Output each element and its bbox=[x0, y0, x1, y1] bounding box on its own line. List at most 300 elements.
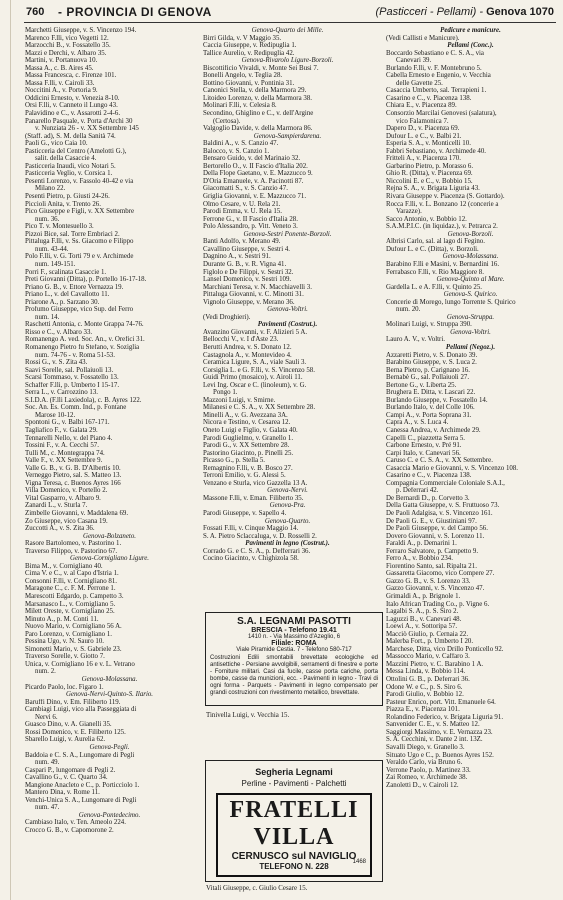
directory-entry: Olmo Cesare, v. U. Rela 21. bbox=[203, 200, 281, 208]
directory-entry: Pasticceria del Centro (Amelotti G.), bbox=[25, 147, 127, 155]
directory-entry: Priano G. B., v. Ettore Vernazza 19. bbox=[25, 283, 124, 291]
directory-entry: Dufour L. e C. (Ditta), v. Borzoli. bbox=[386, 245, 479, 253]
directory-entry: Sbarello Luigi, v. Aurelia 62. bbox=[25, 736, 106, 744]
section-heading: Pellami (Negoz.). bbox=[445, 343, 496, 351]
directory-entry: Grimaldi A., p. Brignole 1. bbox=[386, 593, 461, 601]
section-heading: Genova-Rivarolo Ligure-Borzoli. bbox=[241, 57, 334, 65]
directory-entry: Consorzio Marcilai Genovesi (salatura), bbox=[386, 110, 497, 118]
directory-entry: Dufour L. e C., v. Balbi 21. bbox=[386, 132, 462, 140]
section-heading: Genova-Molassana. bbox=[81, 676, 138, 684]
directory-entry: Pesenti Pietro, p. Giusti 24-26. bbox=[25, 193, 110, 201]
directory-entry: Scarsi Tommaso, v. Fossatello 13. bbox=[25, 374, 119, 382]
directory-entry: Tossini F., v. A. Cecchi 57. bbox=[25, 442, 99, 450]
directory-entry: Guasco Dino, v. A. Gianelli 35. bbox=[25, 721, 112, 729]
directory-entry: Capelli C., piazzetta Serra 5. bbox=[386, 434, 466, 442]
directory-entry: Piccioli Anita, v. Trento 26. bbox=[25, 200, 101, 208]
directory-entry: Oddicini Ernesto, v. Venezia 8-10. bbox=[25, 94, 120, 102]
advertisement-fratelli-villa bbox=[205, 760, 383, 882]
directory-entry: Parodi G., v. XX Settembre 28. bbox=[203, 442, 290, 450]
directory-entry: Levi Ing. Oscar e C. (linoleum), v. G. bbox=[203, 381, 307, 389]
directory-entry: Parodi Emma, v. U. Rela 15. bbox=[203, 208, 282, 216]
directory-entry: Gardella L. e A. F.lli, v. Quinto 25. bbox=[386, 283, 483, 291]
directory-entry: Pasteur Enrico, port. Vitt. Emanuele 64. bbox=[386, 698, 496, 706]
directory-entry: De Paoli Adalgisa, v. S. Vincenzo 161. bbox=[386, 510, 493, 517]
directory-entry: Massa F.lli, v. Cairoli 33. bbox=[25, 79, 95, 87]
directory-entry: Pittaluga F.lli, v. Ss. Giacomo e Filippo bbox=[25, 238, 134, 246]
directory-entry: Parodi Guglielmo, v. Granello 1. bbox=[203, 434, 294, 442]
directory-entry: Ceramica Ligure, S. A., viale Sauli 3. bbox=[203, 359, 307, 367]
running-head: (Pasticceri - Pellami) - Genova 1070 bbox=[375, 6, 554, 18]
directory-entry: num. 43-44. bbox=[35, 245, 69, 253]
directory-entry: Simonetti Mario, v. S. Gabriele 23. bbox=[25, 645, 122, 653]
directory-entry: Pasticceria Inaudi, vico Notari 5. bbox=[25, 162, 116, 170]
directory-entry: Berutti Andrea, v. S. Donato 12. bbox=[203, 343, 292, 351]
directory-entry: Ferrabasco F.lli, v. Rio Maggiore 8. bbox=[386, 268, 484, 276]
directory-entry: Romanengo Pietro fu Stefano, v. Soziglia bbox=[25, 343, 140, 351]
directory-entry: Risso e C., v. Albaro 33. bbox=[25, 328, 93, 336]
directory-entry: S. A. Cecchini, v. Dante 2 int. 13Z. bbox=[386, 736, 483, 744]
page-number: 760 bbox=[26, 6, 45, 18]
directory-entry: Azzaretti Pietro, v. S. Donato 39. bbox=[386, 351, 478, 359]
directory-entry: (Staff. ad), S. M. della Sanità 74. bbox=[25, 132, 116, 140]
directory-entry: Paro Lorenzo, v. Cornigliano 1. bbox=[25, 630, 113, 638]
directory-entry: Bertone G., v. Liberta 25. bbox=[386, 381, 457, 389]
directory-entry: Baldini A., v. S. Canzio 47. bbox=[203, 140, 279, 148]
directory-entry: Tennarelli Nello, v. del Piano 4. bbox=[25, 434, 113, 442]
directory-entry: Bima M., v. Cornigliano 40. bbox=[25, 562, 103, 570]
directory-entry: Rolandino Federico, v. Brigata Liguria 91. bbox=[386, 713, 504, 721]
column-1 bbox=[25, 27, 188, 893]
directory-entry: Mazzoni Luigi, v. Smirne. bbox=[203, 396, 276, 404]
directory-entry: Boccardo Sebastiano e C. S. A., via bbox=[386, 49, 484, 57]
directory-entry: Bertorello O., v. II Fascio d'Italia 202. bbox=[203, 162, 308, 170]
directory-entry: Savalli Diego, v. Granello 3. bbox=[386, 743, 465, 751]
directory-entry: Marchiani Teresa, v. N. Macchiavelli 3. bbox=[203, 283, 312, 291]
directory-entry: p. Deferrari 42. bbox=[396, 487, 439, 495]
directory-entry: De Paoli G. E., v. Giustiniani 97. bbox=[386, 517, 477, 525]
section-heading: Genova-Struppa. bbox=[446, 313, 495, 321]
section-heading: Pavimenti (Costrut.). bbox=[257, 321, 318, 329]
directory-entry: Carpi Italo, v. Canevari 56. bbox=[386, 449, 461, 457]
directory-entry: Barabino F.lli e Masini, v. Bernardini 16. bbox=[386, 260, 500, 268]
directory-entry: Giacomatti S., v. S. Canzio 47. bbox=[203, 185, 288, 193]
directory-entry: Milano 22. bbox=[35, 185, 66, 193]
directory-entry: Pico Giuseppe e Figli, v. XX Settembre bbox=[25, 208, 135, 216]
directory-entry: Ferrone G., v. II Fascio d'Italia 28. bbox=[203, 215, 298, 223]
directory-entry: Cambiaso Italo, v. Ten. Ameolo 224. bbox=[25, 819, 126, 827]
directory-entry: Capra A., v. S. Luca 4. bbox=[386, 419, 449, 427]
directory-entry: Romanengo A. ved. Soc. An., v. Orefici 31. bbox=[25, 336, 145, 344]
directory-entry: Cavallino G., v. C. Quarto 34. bbox=[25, 774, 108, 782]
directory-entry: Bottino Giovanni, v. Pontinia 31. bbox=[203, 79, 295, 87]
directory-entry: Valgoglio Davide, v. della Marmora 86. bbox=[203, 125, 313, 133]
directory-entry: Mantero Dina, v. Rome 11. bbox=[25, 789, 100, 797]
directory-entry: Avanzino Giovanni, v. F. Alizieri 5 A. bbox=[203, 328, 308, 336]
directory-entry: Profumo Giuseppe, vico Sup. del Ferro bbox=[25, 306, 134, 314]
directory-entry: Vignolo Giuseppe, v. Merano 36. bbox=[203, 298, 295, 306]
ad-villa-phone: TELEFONO N. 228 bbox=[259, 862, 329, 871]
directory-entry: num. 149-151. bbox=[35, 260, 76, 268]
directory-entry: Casarino e C., v. Piacenza 138. bbox=[386, 94, 472, 102]
directory-entry: Figlolo e De Filippi, v. Sestri 32. bbox=[203, 268, 294, 276]
directory-entry: Balocco, v. S. Canzio 1. bbox=[203, 147, 270, 155]
directory-entry: num. 2. bbox=[35, 668, 56, 676]
directory-entry: Fabbri Sebastiano, v. Archimede 40. bbox=[386, 147, 487, 155]
directory-entry: Schaffer F.lli, p. Umberto I 15-17. bbox=[25, 381, 120, 389]
directory-entry: Ferro A., v. Bobbio 234. bbox=[386, 555, 453, 563]
directory-entry: D'Oria Emanuele, v. A. Pacinotti 87. bbox=[203, 177, 304, 185]
ad-body-text: Costruzioni Edili smontabili brevettate ecologiche ed antisettiche - Persiane avvolgibili, serramenti di finestre e porte - Forniture militari. Casi da fucile, casse porta cariche, porta bombe, casse da munizioni, ecc. - Pavimenti in legno - Travi di ogni forma - Parquets - Pavimenti in legno compensato per grandi costruzioni con rivestimento metallico, brevettate. bbox=[210, 655, 378, 696]
ad-villa-line1: Segheria Legnami bbox=[255, 767, 333, 777]
directory-entry: Villa Domenico, v. Portello 2. bbox=[25, 487, 108, 495]
directory-entry: Valle F., v. XX Settembre 9. bbox=[25, 457, 103, 465]
directory-entry: S.A.M.P.I.C. (in liquidaz.), v. Petrarca 2. bbox=[386, 223, 498, 231]
directory-entry: Venchi-Unica S. A., Lungomare di Pegli bbox=[25, 796, 137, 804]
directory-entry: Litoideo Lorenzo, v. della Marmora 38. bbox=[203, 94, 313, 102]
directory-entry: Gazzo G. B., v. S. Lorenzo 33. bbox=[386, 577, 471, 585]
directory-entry: Sanvenider C. E., v. S. Matteo 12. bbox=[386, 721, 480, 729]
directory-entry: Zimbelle Giovanni, v. Maddalena 69. bbox=[25, 510, 129, 517]
directory-entry: Pasticceria Veglio, v. Corsica 1. bbox=[25, 170, 113, 178]
directory-entry: Durante G. B., v. R. Vigna 41. bbox=[203, 260, 287, 268]
directory-entry: Pittaluga Giovanni, v. C. Minotti 31. bbox=[203, 291, 304, 299]
column-3 bbox=[386, 27, 549, 893]
directory-entry: Ottolini G. B., p. Deferrari 36. bbox=[386, 676, 470, 684]
section-heading: Genova-Borzoli. bbox=[447, 230, 494, 238]
ad-villa-code: 1468 bbox=[352, 859, 366, 865]
running-head-category: (Pasticceri - Pellami) bbox=[375, 6, 477, 18]
directory-entry: Mazzi e Derchi, v. Albaro 35. bbox=[25, 49, 107, 57]
directory-entry: Messa Linda, v. Bobbio 114. bbox=[386, 668, 466, 676]
directory-entry: Marzocchi B., v. Fossatello 35. bbox=[25, 42, 111, 50]
directory-entry: Canessa Andrea, v. Archimede 29. bbox=[386, 426, 481, 434]
directory-entry: delle Gavette 25. bbox=[396, 79, 443, 87]
directory-entry: Spontoni G., v. Balbi 167-171. bbox=[25, 419, 110, 427]
directory-entry: Valle G. B., v. G. B. D'Albertis 10. bbox=[25, 464, 121, 472]
directory-entry: Parodi Giulio, v. Bobbio 12. bbox=[386, 691, 464, 699]
directory-entry: S.I.D.A. (F.lli Laxiedola), c. B. Ayres 122. bbox=[25, 396, 142, 404]
directory-entry: Polo Alessandro, p. Vitt. Veneto 3. bbox=[203, 223, 298, 231]
directory-entry: Corrado G. e C. S. A., p. Defferrari 36. bbox=[203, 547, 311, 555]
ad-villa-city: CERNUSCO sul NAVIGLIO bbox=[231, 851, 357, 862]
directory-entry: Marsanasco L., v. Cornigliano 5. bbox=[25, 600, 116, 608]
directory-entry: Verneggo Pietro, sal. S. Matteo 13. bbox=[25, 472, 122, 480]
running-head-year: 1070 bbox=[529, 6, 554, 18]
directory-entry: num. 49. bbox=[35, 759, 60, 767]
directory-entry: Della Flope Gaetano, v. E. Mazzucco 9. bbox=[203, 170, 313, 178]
directory-entry: Nervi 6. bbox=[35, 713, 58, 721]
section-heading: Genova-Sestri Ponente-Borzoli. bbox=[243, 230, 332, 238]
section-heading: Genova-S. Quirico. bbox=[443, 291, 498, 299]
directory-entry: Pongo 1. bbox=[213, 389, 238, 397]
directory-entry: Baddoia e C. S. A., Lungomare di Pegli bbox=[25, 751, 135, 759]
page-header bbox=[14, 4, 558, 20]
directory-entry: Massa Francesca, c. Firenze 101. bbox=[25, 72, 117, 80]
directory-entry: Malerba Fort., p. Umberto I 20. bbox=[386, 638, 474, 646]
section-heading: Genova-Molassana. bbox=[442, 253, 499, 261]
directory-entry: Remagnino F.lli, v. B. Bosco 27. bbox=[203, 464, 293, 472]
directory-entry: Laguzzi B., v. Canevari 48. bbox=[386, 615, 462, 623]
directory-entry: Cabella Ernesto e Eugenio, v. Vecchia bbox=[386, 72, 491, 80]
directory-entry: Gassaretta Giacomo, vico Compere 27. bbox=[386, 570, 495, 578]
directory-entry: Zanardi L., v. Sturla 7. bbox=[25, 502, 88, 510]
directory-entry: Corsiglia L. e G. F.lli, v. S. Vincenzo 58. bbox=[203, 366, 315, 374]
directory-entry: De Bernardi D., p. Corvetto 3. bbox=[386, 494, 470, 502]
directory-entry: Priano L., v. del Cavallotto 11. bbox=[25, 291, 110, 299]
directory-entry: Cima V. e C., v. al Capo d'Istria 1. bbox=[25, 570, 119, 578]
directory-entry: Canevari 39. bbox=[396, 57, 432, 65]
directory-entry: Verrone Paolo, p. Martinez 33. bbox=[386, 766, 471, 774]
ad-city-line: BRESCIA - Telefono 19.41 bbox=[251, 627, 337, 634]
ad-company-name: S.A. LEGNAMI PASOTTI bbox=[237, 616, 351, 627]
directory-entry: Soc. An. Es. Comm. Ind., p. Fontane bbox=[25, 404, 127, 412]
directory-entry: Raschetti Antonia, c. Monte Grappa 74-76. bbox=[25, 321, 144, 329]
directory-entry: Dapero D., v. Piacenza 69. bbox=[386, 125, 460, 133]
directory-entry: Piazza E., v. Piacenza 101. bbox=[386, 706, 460, 714]
directory-entry: Terroni Emilio, v. G. Alessi 5. bbox=[203, 472, 286, 480]
directory-entry: Marchetti Giuseppe, v. S. Vincenzo 194. bbox=[25, 27, 137, 34]
directory-entry: Situato Ugo e C., p. Buenos Ayres 152. bbox=[386, 751, 494, 759]
directory-entry: Marenco F.lli, vico Vegetti 12. bbox=[25, 34, 109, 42]
ad-villa-brand-box bbox=[216, 793, 372, 877]
directory-entry: Caruso C. e C. S. A., v. XX Settembre. bbox=[386, 457, 493, 465]
section-heading: Genova-Cornigliano Ligure. bbox=[70, 555, 149, 563]
directory-entry: Loewi A., v. Sottoripa 57. bbox=[386, 623, 458, 631]
directory-entry: Faraldi A., p. Demarini 1. bbox=[386, 540, 457, 548]
directory-entry: S. A. Pietro Sclaccaluga, v. D. Rosselli 2. bbox=[203, 532, 317, 540]
section-heading: Pedicure e manicure. bbox=[440, 27, 501, 34]
directory-entry: Venzano e Sturla, vico Gazzella 13 A. bbox=[203, 479, 308, 487]
directory-entry: Sacco Antonio, v. Bobbio 12. bbox=[386, 215, 467, 223]
directory-entry: Paoli G., vico Caia 10. bbox=[25, 140, 88, 148]
directory-entry: (Vedi Callisti e Manicure). bbox=[386, 34, 460, 42]
directory-entry: Vigna Teresa, c. Buenos Ayres 166 bbox=[25, 479, 121, 487]
directory-entry: Ferraro Salvatore, p. Campetto 9. bbox=[386, 547, 479, 555]
directory-entry: Birri Gilda, v. V Maggio 35. bbox=[203, 34, 282, 42]
directory-entry: Chiara E., v. Piacenza 89. bbox=[386, 102, 457, 110]
section-heading: Pavimenti in legno (Costrut.). bbox=[245, 540, 330, 548]
directory-entry: Tallice Aurelio, v. Redipuglia 42. bbox=[203, 49, 295, 57]
directory-entry: Mazzini Pietro, v. C. Barabino 1 A. bbox=[386, 660, 484, 668]
directory-entry: Traverso Filippo, v. Pastorino 67. bbox=[25, 547, 118, 555]
ad-branch: Filiale: ROMA bbox=[271, 640, 317, 647]
section-heading: Genova-Quinto al Mare. bbox=[436, 276, 505, 284]
directory-entry: Barabino Giuseppe, v. S. Luca 2. bbox=[386, 359, 477, 367]
directory-entry: Saavi Sorelle, sal. Pollaiuoli 13. bbox=[25, 366, 114, 374]
directory-entry: Traverso Sorelle, v. Giotto 7. bbox=[25, 653, 105, 661]
directory-entry: Rocca F.lli, v. L. Bonzano 12 (concerie a bbox=[386, 200, 499, 208]
ad-branch-address: Viale Piramide Cestia. 7 - Telefono 580-717 bbox=[236, 647, 352, 653]
running-head-city: Genova bbox=[486, 6, 527, 18]
directory-entry: Zai Romeo, v. Archimede 38. bbox=[386, 774, 468, 782]
directory-entry: num. 74-76 - v. Roma 51-53. bbox=[35, 351, 115, 359]
directory-entry: num. 14. bbox=[35, 313, 60, 321]
directory-entry: num. 47. bbox=[35, 804, 60, 812]
directory-entry: salit. della Casaccie 4. bbox=[35, 155, 97, 163]
directory-entry: v. Nunziata 26 - v. XX Settembre 145 bbox=[35, 125, 139, 133]
directory-entry: Molinari F.lli, v. Celesia 8. bbox=[203, 102, 277, 110]
ad-villa-brand: FRATELLI VILLA bbox=[229, 797, 359, 850]
directory-entry: Rossi G., v. S. Zita 43. bbox=[25, 359, 88, 367]
directory-entry: Rejna S. A., v. Brigata Liguria 43. bbox=[386, 185, 480, 193]
directory-entry: Baruffi Dino, v. Em. Filiberto 119. bbox=[25, 698, 121, 706]
directory-entry: Parodi Giuseppe, v. Sapello 4. bbox=[203, 510, 287, 517]
directory-entry: Vital Gasparro, v. Albaro 9. bbox=[25, 494, 101, 502]
directory-entry: Panarello Pasquale, v. Porta d'Archi 30 bbox=[25, 117, 133, 125]
directory-entry: Biscottificio Vivaldi, v. Monte Sei Busi 7. bbox=[203, 64, 319, 72]
directory-entry: Serra L., v. Carrozzino 13. bbox=[25, 389, 99, 397]
directory-entry: Massone F.lli, v. Eman. Filiberto 35. bbox=[203, 494, 304, 502]
section-heading: Genova-Bolzaneto. bbox=[82, 532, 136, 540]
directory-entry: Caspari P., lungomare di Pegli 2. bbox=[25, 766, 116, 774]
directory-entry: Lagalbi S. A., p. S. Siro 2. bbox=[386, 608, 459, 616]
directory-entry: Minuto A., p. M. Conti 11. bbox=[25, 615, 99, 623]
directory-entry: Odone W. e C., p. S. Siro 6. bbox=[386, 683, 463, 691]
directory-entry: Canonici Stella, v. della Marmora 29. bbox=[203, 87, 307, 95]
directory-entry: Mangione Anacleto e C., p. Porticciolo 1. bbox=[25, 781, 140, 789]
directory-entry: Marchese, Ditta, vico Drillo Ponticello 92. bbox=[386, 645, 504, 653]
directory-entry: Fritteli A., v. Piacenza 170. bbox=[386, 155, 461, 163]
directory-entry: Porri F., scalinata Casaccie 1. bbox=[25, 268, 107, 276]
directory-entry: Massocco Mario, v. Caffaro 3. bbox=[386, 653, 470, 661]
section-heading: Genova-Pra. bbox=[269, 502, 306, 510]
section-heading: Genova-Pontedecimo. bbox=[78, 811, 141, 819]
directory-entry: vico Falamonica 7. bbox=[396, 117, 449, 125]
directory-entry: Zuccotti A., v. S. Zita 36. bbox=[25, 525, 95, 533]
directory-entry: Milett Oreste, v. Cornigliano 25. bbox=[25, 608, 115, 616]
directory-entry: Burlando Italo, v. del Colle 106. bbox=[386, 404, 475, 412]
directory-entry: Dagnino A., v. Sestri 91. bbox=[203, 253, 271, 261]
directory-entry: Banti Adolfo, v. Merano 49. bbox=[203, 238, 281, 246]
directory-entry: Niccolini E. e C., v. Bobbio 15. bbox=[386, 177, 473, 185]
directory-entry: Milanesi e C. S. A., v. XX Settembre 28. bbox=[203, 404, 316, 412]
directory-entry: Bonelli Angelo, v. Teglia 28. bbox=[203, 72, 283, 80]
directory-entry: Varazze). bbox=[396, 208, 422, 216]
directory-entry: Casaccia Umberto, sal. Terrapieni 1. bbox=[386, 87, 487, 95]
directory-entry: Cocino Giacinto, v. Chighizola 58. bbox=[203, 555, 299, 563]
directory-entry: Casaccia Mario e Giovanni, v. S. Vincenzo 108. bbox=[386, 464, 519, 472]
directory-entry: Pesenti Lorenzo, v. Fassolo 40-42 e via bbox=[25, 177, 134, 185]
directory-entry: Nicora e Testino, v. Cesarea 12. bbox=[203, 419, 291, 427]
directory-entry: Cavallino Giuseppe, v. Sestri 4. bbox=[203, 245, 291, 253]
directory-entry: Palavidino e C., v. Assarotti 2-4-6. bbox=[25, 110, 121, 118]
directory-entry: Cambiagi Luigi, vico alla Passeggiata di bbox=[25, 706, 137, 714]
directory-entry: Compagnia Commerciale Coloniale S.A.I., bbox=[386, 479, 505, 487]
directory-entry: Pico T. v. Montesuello 3. bbox=[25, 223, 94, 231]
directory-entry: Crocco G. B., v. Capomorone 2. bbox=[25, 826, 114, 834]
directory-entry: Veraldo Carlo, via Bruno 6. bbox=[386, 759, 463, 767]
listing-after-ad-2: Vitali Giuseppe, c. Giulio Cesare 15. bbox=[206, 885, 308, 892]
directory-entry: De Paoli Giuseppe, v. del Campo 56. bbox=[386, 525, 488, 533]
directory-entry: Albrisi Carlo, sal. al lago di Fegino. bbox=[386, 238, 485, 246]
directory-entry: Bernabè G., sal. Pollaiuoli 27. bbox=[386, 374, 470, 382]
directory-entry: Rivara Giuseppe v. Piacenza (S. Gottardo). bbox=[386, 193, 505, 201]
directory-entry: Guidi Primo (mosaico), v. Airoli 11. bbox=[203, 374, 303, 382]
directory-entry: Marescotti Edgardo, p. Campetto 3. bbox=[25, 593, 124, 601]
directory-entry: (Vedi Droghieri). bbox=[203, 313, 251, 321]
directory-entry: Griglia Giovanni, v. E. Mazzucco 71. bbox=[203, 193, 307, 201]
directory-entry: Picardo Paolo, loc. Figaro 1. bbox=[25, 683, 104, 691]
advertisement-legnami-pasotti bbox=[205, 612, 383, 706]
directory-entry: Marose 10-12. bbox=[35, 411, 76, 419]
directory-entry: Lansel Domenico, v. Sestri 109. bbox=[203, 276, 292, 284]
directory-entry: Castagnola A., v. Montevideo 4. bbox=[203, 351, 292, 359]
directory-entry: Italo African Trading Co., p. Vigne 6. bbox=[386, 600, 490, 608]
directory-entry: Berna Pietro, p. Carignano 16. bbox=[386, 366, 471, 374]
directory-entry: Carbone Ernesto, v. Pré 91. bbox=[386, 442, 462, 450]
section-heading: Genova-Nervi-Quinto-S. Ilario. bbox=[65, 691, 154, 699]
directory-entry: Pastorino Giacinto, p. Pinelli 25. bbox=[203, 449, 294, 457]
directory-entry: Della Gatta Giuseppe, v. S. Fruttuoso 73. bbox=[386, 502, 500, 510]
directory-entry: Rasore Bartolomeo, v. Pastorino 1. bbox=[25, 540, 122, 548]
directory-entry: (Certosa). bbox=[213, 117, 241, 125]
directory-entry: Priarone A., p. Sarzano 30. bbox=[25, 298, 100, 306]
directory-entry: Consonni F.lli, v. Cornigliano 81. bbox=[25, 577, 118, 585]
header-rule bbox=[24, 22, 556, 23]
directory-entry: Gazzo Giovanni, v. S. Vincenzo 47. bbox=[386, 585, 485, 593]
directory-entry: Fossati F.lli, v. Cinque Maggio 14. bbox=[203, 525, 299, 533]
listing-after-ad: Tinivella Luigi, v. Vecchia 15. bbox=[206, 712, 290, 719]
directory-entry: Martini, v. Portanuova 10. bbox=[25, 57, 98, 65]
directory-entry: Secondino, Ghiglino e C., v. dell'Argine bbox=[203, 110, 314, 118]
directory-entry: num. 36. bbox=[35, 215, 60, 223]
directory-entry: Polo F.lli, v. G. Torti 79 e v. Archimede bbox=[25, 253, 134, 261]
section-heading: Genova-Pegli. bbox=[89, 743, 130, 751]
directory-entry: Tulli M., c. Montegrappa 74. bbox=[25, 449, 105, 457]
directory-entry: Oneto Luigi e Figlio, v. Galata 40. bbox=[203, 426, 298, 434]
directory-entry: Nuovo Mario, v. Cornigliano 56 A. bbox=[25, 623, 122, 631]
directory-entry: Campi A., v. Porta Soprana 31. bbox=[386, 411, 472, 419]
directory-entry: Burlando Giuseppe, v. Fossatello 14. bbox=[386, 396, 488, 404]
section-heading: Genova-Voltri. bbox=[267, 306, 308, 314]
directory-entry: Rossi Domenico, v. E. Filiberto 125. bbox=[25, 728, 126, 736]
ad-villa-line2: Perline - Pavimenti - Palchetti bbox=[241, 779, 347, 788]
directory-entry: Bensaro Guido, v. del Marinaio 32. bbox=[203, 155, 301, 163]
directory-entry: Macciò Giulio, p. Cernaia 22. bbox=[386, 630, 469, 638]
directory-entry: num. 20. bbox=[396, 306, 421, 314]
directory-entry: Zanoletti D., v. Cairoli 12. bbox=[386, 781, 459, 789]
directory-entry: Ghio R. (Ditta), v. Piacenza 69. bbox=[386, 170, 473, 178]
directory-entry: Caccia Giuseppe, v. Redipuglia 1. bbox=[203, 42, 297, 50]
directory-entry: Orsi F.lli, v. Canneto il Lungo 43. bbox=[25, 102, 118, 110]
directory-entry: Maragone C., c. F. M. Perrone 1. bbox=[25, 585, 116, 593]
section-heading: Genova-Quarto dei Mille. bbox=[251, 27, 324, 34]
directory-entry: Concerie di Morego, lungo Torrente S. Quirico bbox=[386, 298, 516, 306]
directory-entry: Zo Giuseppe, vico Casana 19. bbox=[25, 517, 108, 525]
directory-entry: Esperia S. A., v. Monticelli 10. bbox=[386, 140, 471, 148]
directory-entry: Tagliafico F., v. Galata 29. bbox=[25, 426, 98, 434]
directory-entry: Massa A., c. B. Aires 45. bbox=[25, 64, 94, 72]
directory-entry: Unica, v. Cornigliano 16 e v. L. Vetrano bbox=[25, 660, 135, 668]
section-heading: Genova-Nervi. bbox=[267, 487, 308, 495]
section-heading: Genova-Voltri. bbox=[450, 328, 491, 336]
section-heading: Genova-Sampierdarena. bbox=[253, 132, 322, 140]
directory-entry: Lauro A. V., v. Voltri. bbox=[386, 336, 445, 344]
directory-entry: Picasso G., p. Stella 5. bbox=[203, 457, 266, 465]
directory-entry: Burlando F.lli, v. F. Montebruno 5. bbox=[386, 64, 482, 72]
ad-address-line: 1410 n. - Via Massimo d'Azeglio, 6 bbox=[247, 634, 341, 640]
section-heading: Pellami (Conc.). bbox=[447, 42, 494, 50]
directory-entry: Minelli A., v. G. Avezzana 3A. bbox=[203, 411, 288, 419]
directory-entry: Brughera E. Ditta, v. Lascari 22. bbox=[386, 389, 476, 397]
directory-entry: Pizzoi Bice, sal. Torre Embriaci 2. bbox=[25, 230, 120, 238]
directory-entry: Garbarino Pietro, p. Morasso 6. bbox=[386, 162, 474, 170]
directory-entry: Preti Giovanni (Ditta), p. Portello 16-17-18. bbox=[25, 276, 147, 284]
directory-entry: Saggiorgi Massimo, v. E. Vernazza 23. bbox=[386, 728, 493, 736]
directory-entry: Molinari Luigi, v. Struppa 390. bbox=[386, 321, 472, 329]
section-heading: Genova-Quarto. bbox=[264, 517, 311, 525]
directory-entry: Fiorentino Santo, sal. Ripalta 21. bbox=[386, 562, 477, 570]
